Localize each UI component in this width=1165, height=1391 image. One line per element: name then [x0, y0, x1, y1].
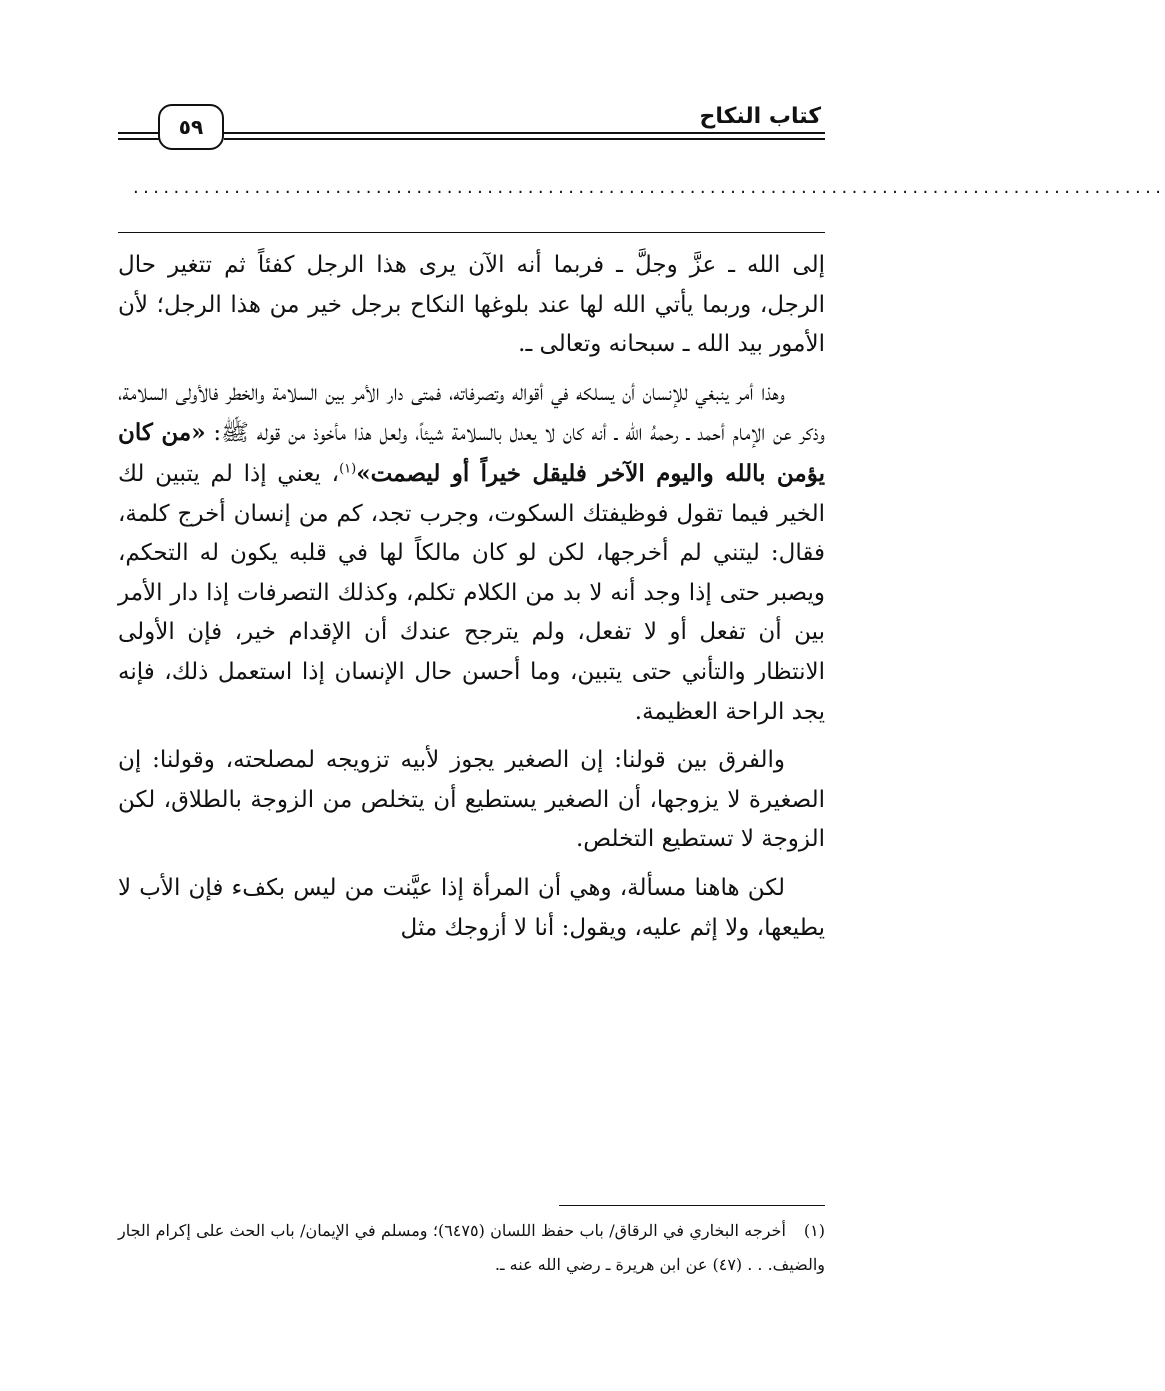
footnote [118, 1214, 825, 1294]
paragraph-3: والفرق بين قولنا: إن الصغير يجوز لأبيه تزويجه لمصلحته، وقولنا: إن الصغيرة لا يزوجها، أن الصغير يستطيع أن يتخلص من الزوجة بالطلاق، لكن الزوجة لا تستطيع التخلص. [118, 747, 825, 853]
footnote-rule [559, 1205, 825, 1206]
separator-rule [118, 232, 825, 233]
paragraph-2 [118, 374, 825, 732]
footnote-reference: (١) [339, 461, 357, 477]
header-rule-left-bottom [118, 138, 160, 140]
paragraph-4: لكن هاهنا مسألة، وهي أن المرأة إذا عيَّنت من ليس بكفء فإن الأب لا يطيعها، ولا إثم عليه، ويقول: أنا لا أزوجك مثل [118, 874, 825, 941]
header-rule-top [224, 132, 825, 134]
paragraph-2-rest: ، يعني إذا لم يتبين لك الخير فيما تقول فوظيفتك السكوت، وجرب تجد، كم من إنسان أخرج كلمة، فقال: ليتني لم أخرجها، لكن لو كان مالكاً لها في قلبه يكون له التحكم، ويصبر حتى إذا وجد أنه لا بد من الكلام تكلم، وكذلك التصرفات إذا دار الأمر بين أن تفعل أو لا تفعل، ولم يترجح عندك أن الإقدام خير، فإن الأولى الانتظار والتأني حتى يتبين، وما أحسن حال الإنسان إذا استعمل ذلك، فإنه يجد الراحة العظيمة. [118, 460, 825, 725]
page-number-box [158, 104, 224, 150]
chapter-title: كتاب النكاح [699, 104, 821, 129]
main-text [118, 246, 825, 1162]
paragraph-2-intro: وهذا أمر ينبغي للإنسان أن يسلكه في أقواله وتصرفاته، فمتى دار الأمر بين السلامة والخطر فالأولى السلامة، وذكر عن الإمام أحمد ـ رحمهُ الله ـ أنه كان لا يعدل بالسلامة شيئاً، ولعل هذا مأخوذ من قوله ﷺ: [118, 379, 825, 447]
footnote-number: (١) [803, 1221, 825, 1240]
paragraph-1: إلى الله ـ عزَّ وجلَّ ـ فربما أنه الآن يرى هذا الرجل كفئاً ثم تتغير حال الرجل، وربما يأتي الله لها عند بلوغها النكاح برجل خير من هذا الرجل؛ لأن الأمور بيد الله ـ سبحانه وتعالى ـ. [118, 252, 825, 358]
header-rule-bottom [224, 138, 825, 140]
header-rule-left-top [118, 132, 160, 134]
hadith-quote: «من كان يؤمن بالله واليوم الآخر فليقل خيراً أو ليصمت» [118, 419, 826, 487]
page-number: ٥٩ [178, 115, 204, 139]
dotted-separator: ...................................................................................................... [133, 177, 1165, 198]
footnote-text: أخرجه البخاري في الرقاق/ باب حفظ اللسان (٦٤٧٥)؛ ومسلم في الإيمان/ باب الحث على إكرام الجار والضيف. . . (٤٧) عن ابن هريرة ـ رضي الله عنه ـ. [118, 1221, 825, 1274]
